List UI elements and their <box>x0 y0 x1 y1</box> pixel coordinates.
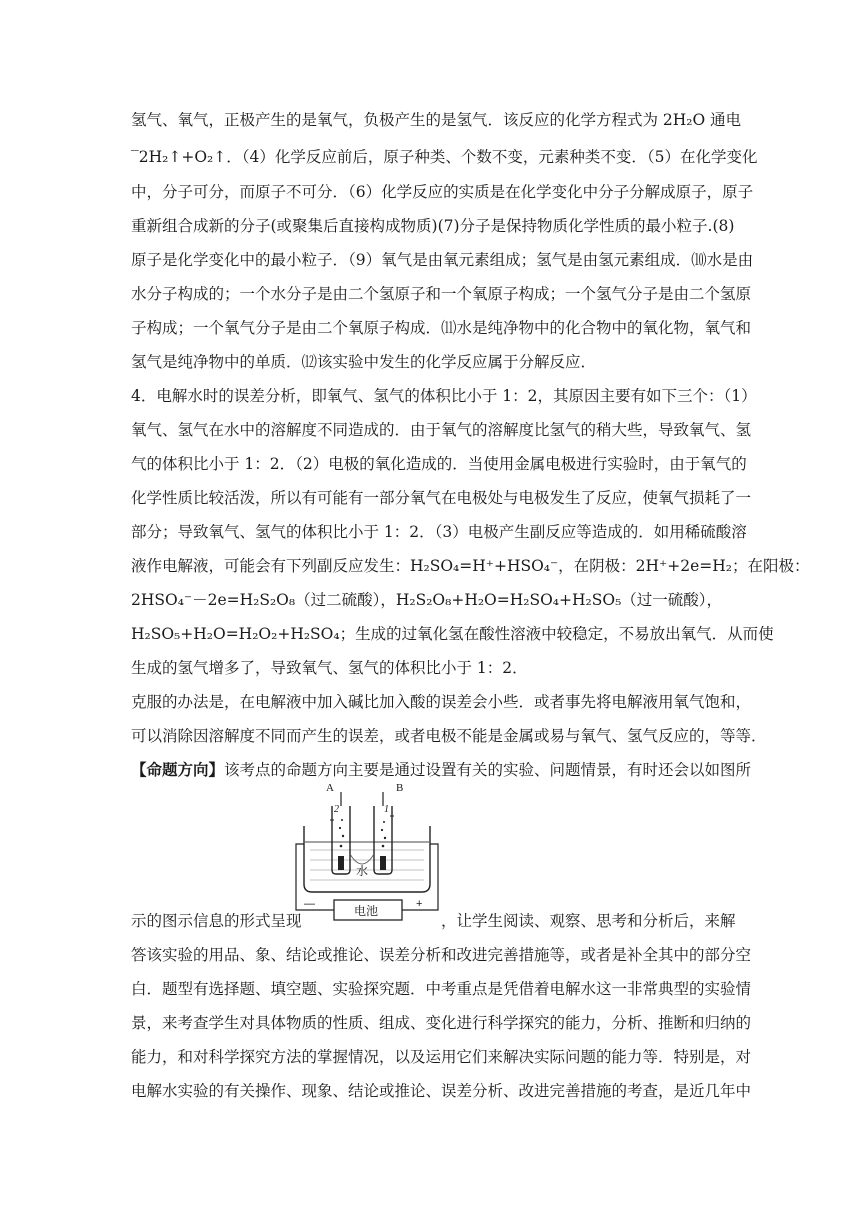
text-line: 重新组合成新的分子(或聚集后直接构成物质)(7)分子是保持物质化学性质的最小粒子.(8) <box>131 217 735 235</box>
right-tube-mark: 1 <box>384 804 389 815</box>
text-line: 2HSO₄⁻－2e=H₂S₂O₈（过二硫酸），H₂S₂O₈+H₂O=H₂SO₄+H₂SO₅（过一硫酸）， <box>131 591 723 609</box>
text-line: 克服的办法是，在电解液中加入碱比加入酸的误差会小些．或者事先将电解液用氧气饱和， <box>131 693 752 711</box>
text-line: 景，来考查学生对具体物质的性质、组成、变化进行科学探究的能力，分析、推断和归纳的 <box>131 1014 752 1032</box>
text-line: 氢气是纯净物中的单质．⑿该实验中发生的化学反应属于分解反应． <box>131 353 597 371</box>
text-line: 能力，和对科学探究方法的掌握情况，以及运用它们来解决实际问题的能力等．特别是，对 <box>131 1048 752 1066</box>
text-line: 示的图示信息的形式呈现 <box>131 912 302 930</box>
text-line <box>131 760 752 780</box>
text-line: 子构成；一个氧气分子是由二个氧原子构成．⑾水是纯净物中的化合物中的氧化物，氧气和 <box>131 319 752 337</box>
text-line: 氢气、氧气，正极产生的是氧气，负极产生的是氢气．该反应的化学方程式为 2H₂O 通电 <box>131 111 742 129</box>
text-line: H₂SO₅+H₂O=H₂O₂+H₂SO₄；生成的过氧化氢在酸性溶液中较稳定，不易放出氧气．从而使 <box>131 625 774 643</box>
section-heading-text: 该考点的命题方向主要是通过设置有关的实验、问题情景，有时还会以如图所 <box>224 761 752 779</box>
text-line: 原子是化学变化中的最小粒子．（9）氧气是由氧元素组成；氢气是由氢元素组成．⑽水是由 <box>131 251 754 269</box>
minus-sign: — <box>304 898 315 910</box>
section-heading-tag: 【命题方向】 <box>131 760 225 779</box>
water-label: 水 <box>356 864 369 878</box>
battery-label: 电池 <box>354 904 379 918</box>
text-line: 液作电解液，可能会有下列副反应发生：H₂SO₄=H⁺+HSO₄⁻，在阴极：2H⁺+2e=H₂；在阳极： <box>131 557 810 575</box>
text-line: 电解水实验的有关操作、现象、结论或推论、误差分析、改进完善措施的考查，是近几年中 <box>131 1082 752 1100</box>
text-line: 气的体积比小于 1：2．（2）电极的氧化造成的．当使用金属电极进行实验时，由于氧气的 <box>131 455 747 473</box>
text-line: 白．题型有选择题、填空题、实验探究题．中考重点是凭借着电解水这一非常典型的实验情 <box>131 980 752 998</box>
text-line: 4．电解水时的误差分析，即氧气、氢气的体积比小于 1：2，其原因主要有如下三个：（1） <box>131 387 757 405</box>
text-line: 化学性质比较活泼，所以有可能有一部分氧气在电极处与电极发生了反应，使氧气损耗了一 <box>131 489 752 507</box>
text-line: 中，分子可分，而原子不可分．（6）化学反应的实质是在化学变化中分子分解成原子，原子 <box>131 183 754 201</box>
text-line: ，让学生阅读、观察、思考和分析后，来解 <box>441 912 736 930</box>
label-b: B <box>396 782 404 794</box>
text-line: 可以消除因溶解度不同而产生的误差，或者电极不能是金属或易与氧气、氢气反应的，等等． <box>131 727 767 745</box>
text-line: 氧气、氢气在水中的溶解度不同造成的．由于氧气的溶解度比氢气的稍大些，导致氧气、氢 <box>131 421 752 439</box>
text-line: 生成的氢气增多了，导致氧气、氢气的体积比小于 1：2． <box>131 659 528 677</box>
text-line: ‾2H₂↑+O₂↑．（4）化学反应前后，原子种类、个数不变，元素种类不变．（5）在化学变化 <box>131 148 758 166</box>
text-line: 答该实验的用品、象、结论或推论、误差分析和改进完善措施等，或者是补全其中的部分空 <box>131 946 752 964</box>
text-line: 部分；导致氧气、氢气的体积比小于 1：2．（3）电极产生副反应等造成的．如用稀硫酸溶 <box>131 523 747 541</box>
label-a: A <box>326 782 334 794</box>
plus-sign: + <box>416 898 423 910</box>
text-line: 水分子构成的；一个水分子是由二个氢原子和一个氧原子构成；一个氢气分子是由二个氢原 <box>131 285 752 303</box>
electrolysis-diagram <box>294 784 440 928</box>
left-tube-mark: 2 <box>334 804 339 815</box>
